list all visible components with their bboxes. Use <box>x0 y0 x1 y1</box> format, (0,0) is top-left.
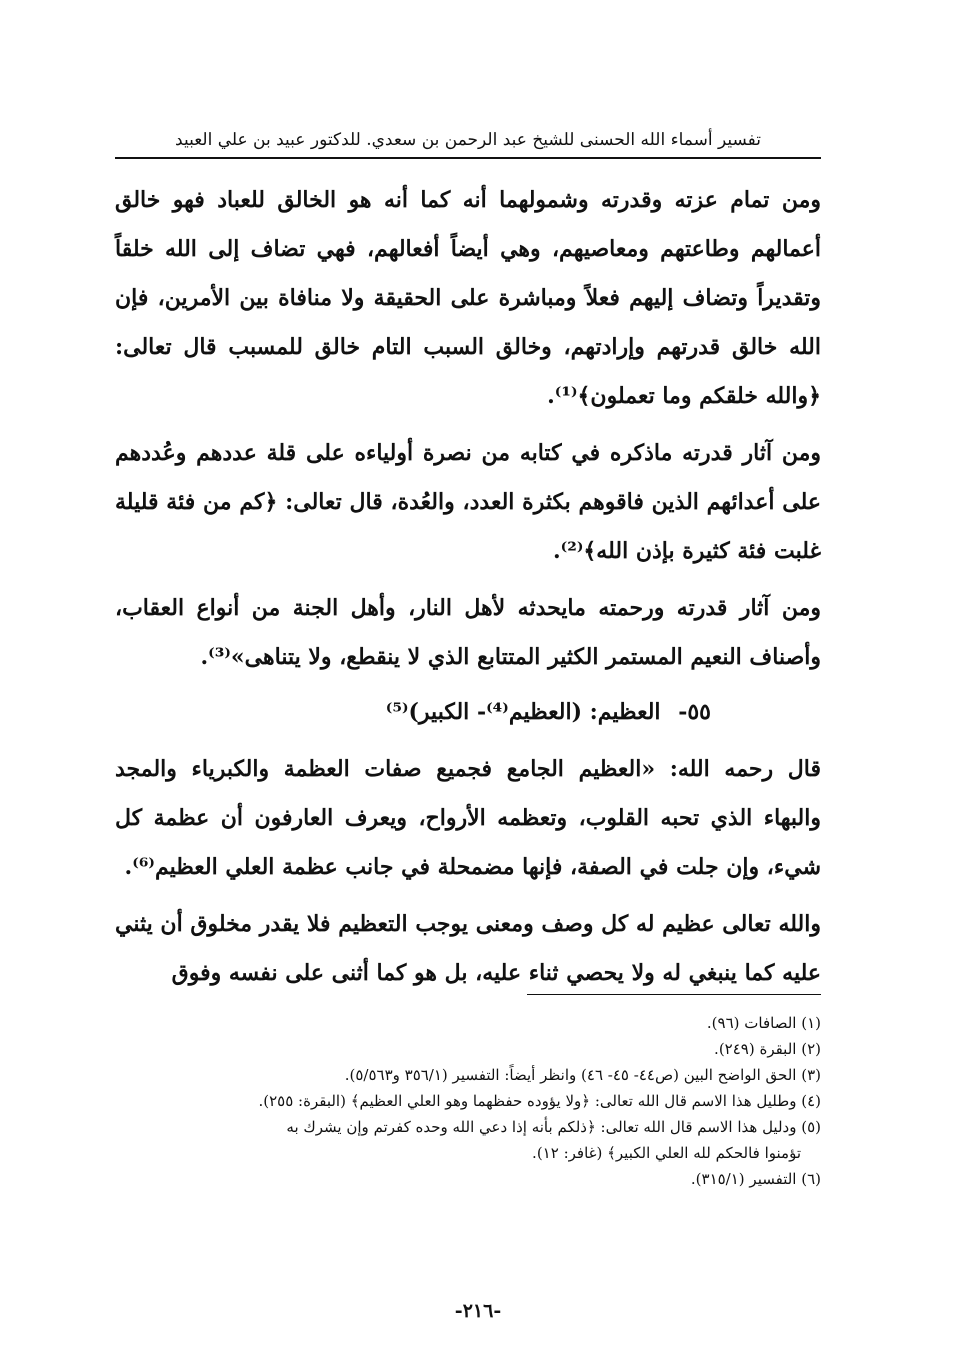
footnote: (١) الصافات (٩٦). <box>706 1014 821 1032</box>
footnote: (٦) التفسير (٣١٥/١). <box>690 1170 821 1188</box>
footnote: (٣) الحق الواضح البين (ص٤٤- ٤٥- ٤٦) وانظر أيضاً: التفسير (٣٥٦/١ و٥/٥٦٣). <box>344 1066 821 1084</box>
paragraph: ومن تمام عزته وقدرته وشمولهما أنه كما أنه هو الخالق للعباد فهو خالق أعمالهم وطاعتهم ومعاصيهم، وهي أيضاً أفعالهم، فهي تضاف إلى الله خلقاً وتقديراً وتضاف إليهم فعلاً ومباشرة على الحقيقة ولا منافاة بين الأمرين، فإن الله خالق قدرتهم وإرادتهم، وخالق السبب التام خالق للمسبب قال تعالى: ﴿والله خلقكم وما تعملون﴾⁽¹⁾. <box>115 187 822 409</box>
footnote-rule <box>527 994 821 995</box>
section-heading <box>115 688 821 737</box>
footnote: (٢) البقرة (٢٤٩). <box>714 1040 821 1058</box>
section-title: العظيم: (العظيم⁽⁴⁾- الكبير)⁽⁵⁾ <box>385 699 661 725</box>
paragraph: ومن آثار قدرته ورحمته مايحدثه لأهل النار، وأهل الجنة من أنواع العقاب، وأصناف النعيم المستمر الكثير المتتابع الذي لا ينقطع، ولا يتناهى»⁽³⁾. <box>115 595 821 670</box>
footnote: (٥) ودليل هذا الاسم قال الله تعالى: ﴿ذلكم بأنه إذا دعي الله وحده كفرتم وإن يشرك به <box>286 1118 821 1136</box>
section-number: ٥٥- <box>678 699 711 725</box>
running-header: تفسير أسماء الله الحسنى للشيخ عبد الرحمن بن سعدي. للدكتور عبيد بن علي العبيد <box>175 130 761 150</box>
page-number: -٢١٦- <box>454 1300 502 1322</box>
footnote-continuation: تؤمنوا فالحكم لله العلي الكبير﴾ (غافر: ١٢). <box>532 1144 801 1162</box>
footnotes <box>115 1010 821 1192</box>
paragraph: ومن آثار قدرته ماذكره في كتابه من نصرة أولياءه على قلة عددهم وعُددهم على أعدائهم الذين فاقوهم بكثرة العدد، والعُدة، قال تعالى: ﴿كم من فئة قليلة غلبت فئة كثيرة بإذن الله﴾⁽²⁾. <box>115 440 821 564</box>
paragraph: قال رحمه الله: «العظيم الجامع فجميع صفات العظمة والكبرياء والمجد والبهاء الذي تحبه القلوب، وتعظمه الأرواح، ويعرف العارفون أن عظمة كل شيء، وإن جلت في الصفة، فإنها مضمحلة في جانب عظمة العلي العظيم⁽⁶⁾. <box>115 756 821 880</box>
body-text <box>115 176 821 998</box>
header-rule <box>115 157 821 159</box>
footnote: (٤) وطليل هذا الاسم قال الله تعالى: ﴿ولا يؤوده حفظهما وهو العلي العظيم﴾ (البقرة: ٢٥٥). <box>258 1092 821 1110</box>
paragraph: والله تعالى عظيم له كل وصف ومعنى يوجب التعظيم فلا يقدر مخلوق أن يثني عليه كما ينبغي له ولا يحصي ثناء عليه، بل هو كما أثنى على نفسه وفوق <box>115 911 821 986</box>
